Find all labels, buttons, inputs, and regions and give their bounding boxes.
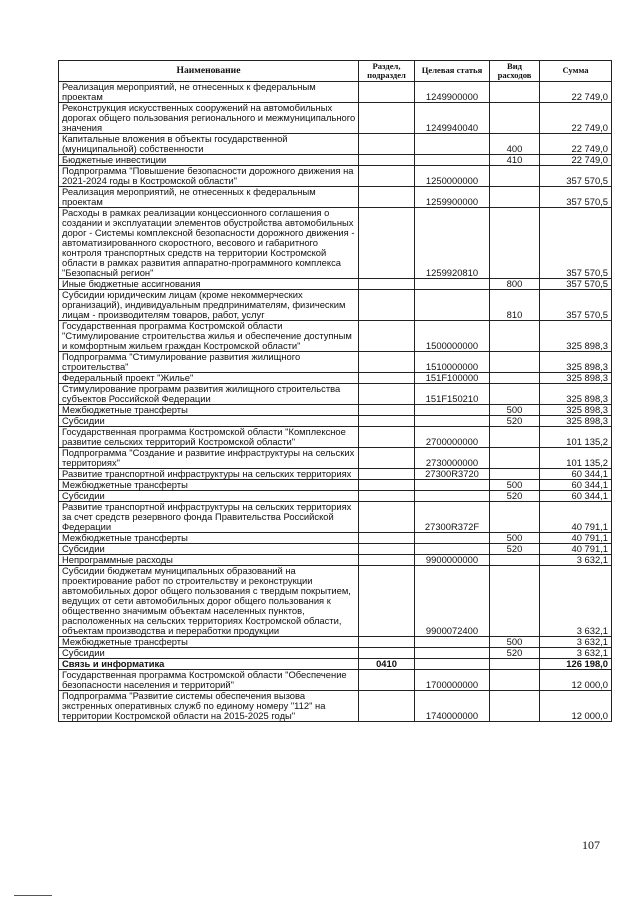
table-row xyxy=(59,103,612,134)
row-name-cell: Реконструкция искусственных сооружений на автомобильных дорогах общего пользования регионального и межмуниципального значения xyxy=(59,103,359,134)
row-expense-cell xyxy=(490,469,540,480)
row-sum-cell: 325 898,3 xyxy=(540,405,612,416)
row-section-cell xyxy=(359,533,415,544)
table-row xyxy=(59,82,612,103)
row-name-cell: Капитальные вложения в объекты государственной (муниципальной) собственности xyxy=(59,134,359,155)
table-row xyxy=(59,533,612,544)
table-row xyxy=(59,134,612,155)
row-target-cell xyxy=(415,480,490,491)
row-sum-cell: 3 632,1 xyxy=(540,555,612,566)
row-sum-cell: 12 000,0 xyxy=(540,691,612,722)
row-target-cell xyxy=(415,637,490,648)
row-name-cell: Государственная программа Костромской области "Комплексное развитие сельских территорий Костромской области" xyxy=(59,427,359,448)
row-section-cell xyxy=(359,637,415,648)
table-header-row xyxy=(59,61,612,82)
row-sum-cell: 325 898,3 xyxy=(540,352,612,373)
page-number: 107 xyxy=(582,838,600,852)
budget-table xyxy=(58,60,612,722)
row-target-cell: 1250000000 xyxy=(415,166,490,187)
row-target-cell xyxy=(415,533,490,544)
row-name-cell: Межбюджетные трансферты xyxy=(59,480,359,491)
row-name-cell: Подпрограмма "Стимулирование развития жилищного строительства" xyxy=(59,352,359,373)
row-expense-cell: 520 xyxy=(490,648,540,659)
row-target-cell: 151F100000 xyxy=(415,373,490,384)
table-row xyxy=(59,321,612,352)
row-target-cell xyxy=(415,659,490,670)
row-expense-cell xyxy=(490,187,540,208)
row-target-cell: 27300R372F xyxy=(415,502,490,533)
row-sum-cell: 357 570,5 xyxy=(540,166,612,187)
row-expense-cell: 520 xyxy=(490,491,540,502)
row-name-cell: Субсидии бюджетам муниципальных образований на проектирование работ по строительству и реконструкции автомобильных дорог общего пользования с твердым покрытием, ведущих от сети автомобильных дорог общего пользования к общественно значимым объектам населенных пунктов, расположенных на сельских территориях Костромской области, объектам производства и переработки продукции xyxy=(59,566,359,637)
table-row xyxy=(59,480,612,491)
table-row xyxy=(59,491,612,502)
row-section-cell xyxy=(359,670,415,691)
row-sum-cell: 101 135,2 xyxy=(540,427,612,448)
row-expense-cell xyxy=(490,352,540,373)
row-sum-cell: 325 898,3 xyxy=(540,416,612,427)
row-target-cell: 9900072400 xyxy=(415,566,490,637)
row-expense-cell xyxy=(490,659,540,670)
row-expense-cell: 520 xyxy=(490,416,540,427)
table-row xyxy=(59,448,612,469)
table-row xyxy=(59,384,612,405)
row-section-cell xyxy=(359,480,415,491)
row-sum-cell: 60 344,1 xyxy=(540,469,612,480)
row-target-cell: 1700000000 xyxy=(415,670,490,691)
row-name-cell: Субсидии xyxy=(59,491,359,502)
row-target-cell xyxy=(415,155,490,166)
table-row xyxy=(59,187,612,208)
row-sum-cell: 3 632,1 xyxy=(540,648,612,659)
row-name-cell: Субсидии юридическим лицам (кроме некоммерческих организаций), индивидуальным предпринимателям, физическим лицам - производителям товаров, работ, услуг xyxy=(59,290,359,321)
row-section-cell xyxy=(359,208,415,279)
row-target-cell xyxy=(415,279,490,290)
row-section-cell xyxy=(359,555,415,566)
row-name-cell: Расходы в рамках реализации концессионного соглашения о создании и эксплуатации элементов обустройства автомобильных дорог - Системы комплексной безопасности дорожного движения - автоматизированного скоростного, весового и габаритного контроля транспортных средств на территории Костромской области в рамках развития аппаратно-программного комплекса "Безопасный регион" xyxy=(59,208,359,279)
table-row xyxy=(59,670,612,691)
row-sum-cell: 60 344,1 xyxy=(540,491,612,502)
row-expense-cell xyxy=(490,208,540,279)
row-sum-cell: 40 791,1 xyxy=(540,544,612,555)
row-name-cell: Федеральный проект "Жилье" xyxy=(59,373,359,384)
header-name: Наименование xyxy=(59,61,359,82)
row-name-cell: Непрограммные расходы xyxy=(59,555,359,566)
table-row xyxy=(59,502,612,533)
row-section-cell xyxy=(359,187,415,208)
row-target-cell: 1249900000 xyxy=(415,82,490,103)
row-sum-cell: 325 898,3 xyxy=(540,321,612,352)
row-section-cell xyxy=(359,469,415,480)
row-target-cell xyxy=(415,648,490,659)
row-name-cell: Реализация мероприятий, не отнесенных к федеральным проектам xyxy=(59,187,359,208)
table-row xyxy=(59,208,612,279)
table-row xyxy=(59,155,612,166)
row-expense-cell xyxy=(490,103,540,134)
row-section-cell xyxy=(359,427,415,448)
scan-mark xyxy=(14,895,52,896)
row-name-cell: Реализация мероприятий, не отнесенных к федеральным проектам xyxy=(59,82,359,103)
table-row xyxy=(59,290,612,321)
row-section-cell: 0410 xyxy=(359,659,415,670)
row-sum-cell: 357 570,5 xyxy=(540,208,612,279)
row-name-cell: Бюджетные инвестиции xyxy=(59,155,359,166)
row-target-cell xyxy=(415,416,490,427)
row-sum-cell: 3 632,1 xyxy=(540,637,612,648)
table-row xyxy=(59,691,612,722)
row-expense-cell: 500 xyxy=(490,533,540,544)
row-target-cell: 9900000000 xyxy=(415,555,490,566)
row-name-cell: Иные бюджетные ассигнования xyxy=(59,279,359,290)
row-section-cell xyxy=(359,279,415,290)
row-name-cell: Связь и информатика xyxy=(59,659,359,670)
row-section-cell xyxy=(359,648,415,659)
row-expense-cell xyxy=(490,566,540,637)
row-target-cell: 1259920810 xyxy=(415,208,490,279)
row-target-cell: 2730000000 xyxy=(415,448,490,469)
row-name-cell: Подпрограмма "Создание и развитие инфраструктуры на сельских территориях" xyxy=(59,448,359,469)
table-row xyxy=(59,469,612,480)
row-target-cell xyxy=(415,134,490,155)
row-section-cell xyxy=(359,134,415,155)
row-section-cell xyxy=(359,82,415,103)
row-section-cell xyxy=(359,416,415,427)
row-sum-cell: 325 898,3 xyxy=(540,373,612,384)
row-name-cell: Субсидии xyxy=(59,544,359,555)
row-expense-cell: 520 xyxy=(490,544,540,555)
table-row xyxy=(59,555,612,566)
row-expense-cell xyxy=(490,82,540,103)
row-section-cell xyxy=(359,405,415,416)
row-section-cell xyxy=(359,384,415,405)
row-target-cell xyxy=(415,405,490,416)
row-target-cell: 27300R3720 xyxy=(415,469,490,480)
row-expense-cell xyxy=(490,555,540,566)
row-expense-cell: 810 xyxy=(490,290,540,321)
row-sum-cell: 40 791,1 xyxy=(540,502,612,533)
header-section: Раздел, подраздел xyxy=(359,61,415,82)
row-expense-cell: 500 xyxy=(490,405,540,416)
row-section-cell xyxy=(359,373,415,384)
row-expense-cell: 500 xyxy=(490,637,540,648)
row-name-cell: Стимулирование программ развития жилищного строительства субъектов Российской Федерации xyxy=(59,384,359,405)
row-name-cell: Подпрограмма "Повышение безопасности дорожного движения на 2021-2024 годы в Костромской области" xyxy=(59,166,359,187)
table-row xyxy=(59,566,612,637)
row-section-cell xyxy=(359,103,415,134)
table-row xyxy=(59,427,612,448)
row-sum-cell: 357 570,5 xyxy=(540,187,612,208)
row-section-cell xyxy=(359,321,415,352)
row-target-cell: 1259900000 xyxy=(415,187,490,208)
row-target-cell xyxy=(415,544,490,555)
row-sum-cell: 126 198,0 xyxy=(540,659,612,670)
table-body xyxy=(59,82,612,722)
row-expense-cell xyxy=(490,448,540,469)
row-section-cell xyxy=(359,166,415,187)
row-target-cell: 2700000000 xyxy=(415,427,490,448)
table-row xyxy=(59,352,612,373)
row-name-cell: Государственная программа Костромской области "Стимулирование строительства жилья и обеспечение доступным и комфортным жильем граждан Костромской области" xyxy=(59,321,359,352)
row-expense-cell: 500 xyxy=(490,480,540,491)
row-name-cell: Субсидии xyxy=(59,416,359,427)
row-name-cell: Развитие транспортной инфраструктуры на сельских территориях xyxy=(59,469,359,480)
row-sum-cell: 12 000,0 xyxy=(540,670,612,691)
row-name-cell: Развитие транспортной инфраструктуры на сельских территориях за счет средств резервного фонда Правительства Российской Федерации xyxy=(59,502,359,533)
row-target-cell: 151F150210 xyxy=(415,384,490,405)
row-section-cell xyxy=(359,352,415,373)
table-row xyxy=(59,279,612,290)
header-target: Целевая статья xyxy=(415,61,490,82)
row-name-cell: Государственная программа Костромской области "Обеспечение безопасности населения и территорий" xyxy=(59,670,359,691)
row-expense-cell xyxy=(490,691,540,722)
table-row xyxy=(59,416,612,427)
row-section-cell xyxy=(359,448,415,469)
row-expense-cell xyxy=(490,166,540,187)
row-expense-cell: 400 xyxy=(490,134,540,155)
row-sum-cell: 22 749,0 xyxy=(540,103,612,134)
row-name-cell: Межбюджетные трансферты xyxy=(59,405,359,416)
row-section-cell xyxy=(359,491,415,502)
row-name-cell: Субсидии xyxy=(59,648,359,659)
row-sum-cell: 40 791,1 xyxy=(540,533,612,544)
row-target-cell xyxy=(415,491,490,502)
row-sum-cell: 22 749,0 xyxy=(540,134,612,155)
row-sum-cell: 22 749,0 xyxy=(540,155,612,166)
row-section-cell xyxy=(359,566,415,637)
row-target-cell: 1249940040 xyxy=(415,103,490,134)
row-expense-cell xyxy=(490,502,540,533)
row-sum-cell: 60 344,1 xyxy=(540,480,612,491)
row-sum-cell: 3 632,1 xyxy=(540,566,612,637)
table-row xyxy=(59,648,612,659)
row-expense-cell xyxy=(490,427,540,448)
header-sum: Сумма xyxy=(540,61,612,82)
table-row xyxy=(59,544,612,555)
row-sum-cell: 101 135,2 xyxy=(540,448,612,469)
row-section-cell xyxy=(359,691,415,722)
row-target-cell xyxy=(415,290,490,321)
table-row xyxy=(59,405,612,416)
row-name-cell: Межбюджетные трансферты xyxy=(59,637,359,648)
row-target-cell: 1510000000 xyxy=(415,352,490,373)
row-name-cell: Межбюджетные трансферты xyxy=(59,533,359,544)
table-row xyxy=(59,637,612,648)
row-target-cell: 1500000000 xyxy=(415,321,490,352)
row-expense-cell xyxy=(490,384,540,405)
table-row xyxy=(59,373,612,384)
header-expense: Вид расходов xyxy=(490,61,540,82)
table-row xyxy=(59,659,612,670)
row-expense-cell xyxy=(490,670,540,691)
row-sum-cell: 357 570,5 xyxy=(540,290,612,321)
row-sum-cell: 22 749,0 xyxy=(540,82,612,103)
row-expense-cell xyxy=(490,321,540,352)
row-section-cell xyxy=(359,502,415,533)
row-expense-cell: 410 xyxy=(490,155,540,166)
row-section-cell xyxy=(359,155,415,166)
row-target-cell: 1740000000 xyxy=(415,691,490,722)
table-row xyxy=(59,166,612,187)
row-section-cell xyxy=(359,290,415,321)
row-expense-cell xyxy=(490,373,540,384)
row-sum-cell: 357 570,5 xyxy=(540,279,612,290)
row-section-cell xyxy=(359,544,415,555)
row-sum-cell: 325 898,3 xyxy=(540,384,612,405)
row-expense-cell: 800 xyxy=(490,279,540,290)
row-name-cell: Подпрограмма "Развитие системы обеспечения вызова экстренных оперативных служб по единому номеру "112" на территории Костромской области на 2015-2025 годы" xyxy=(59,691,359,722)
